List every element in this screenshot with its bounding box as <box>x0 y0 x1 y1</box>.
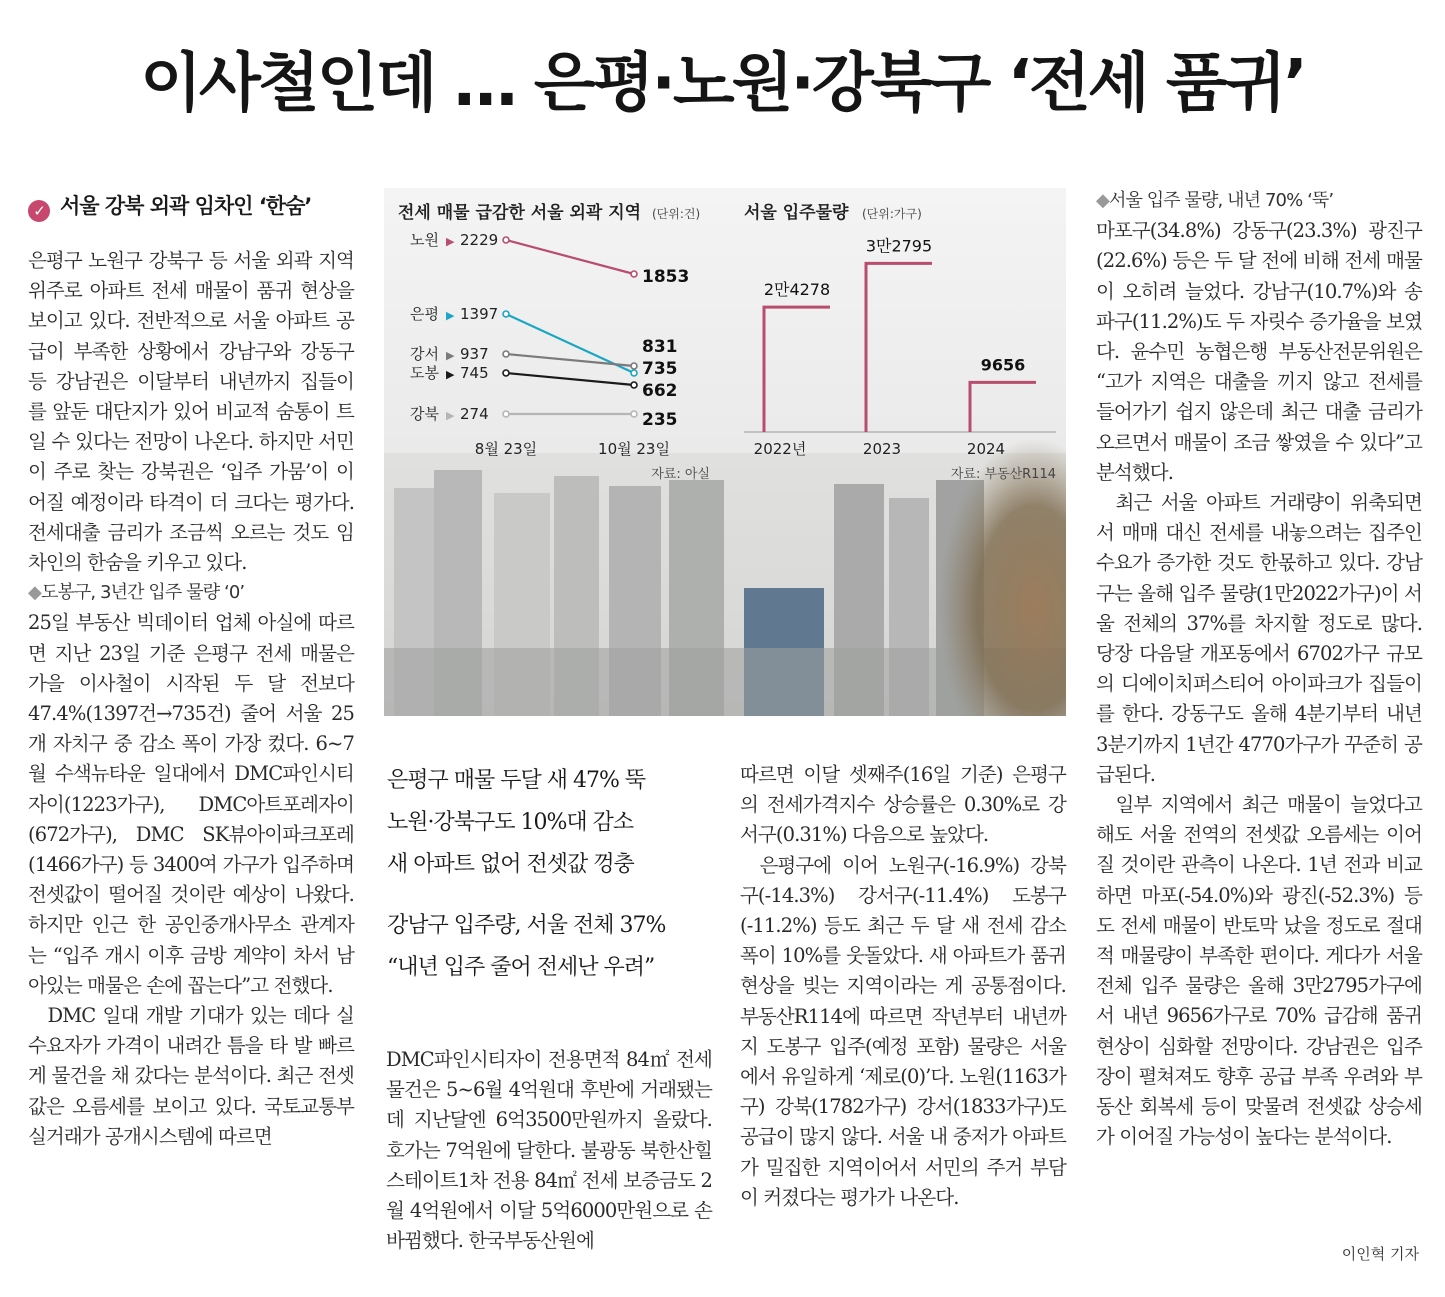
paragraph: 은평구 노원구 강북구 등 서울 외곽 지역 위주로 아파트 전세 매물이 품귀 현상을 보이고 있다. 전반적으로 서울 아파트 공급이 부족한 상황에서 강남구와 강동구 등 강남권은 이달부터 내년까지 집들이를 앞둔 대단지가 있어 비교적 숨통이 트일 수 있다는 전망이 나온다. 하지만 서민이 주로 찾는 강북권은 ‘입주 가뭄’이 이어질 예정이라 타격이 더 크다는 평가다. 전세대출 금리가 조금씩 오르는 것도 임차인의 한숨을 키우고 있다. <box>28 249 354 575</box>
series-arrow-icon: ▶ <box>446 235 455 248</box>
series-arrow-icon: ▶ <box>446 368 455 381</box>
end-value-label: 831 <box>642 337 678 357</box>
bar-chart <box>744 236 1056 458</box>
subheads-bottom <box>387 905 665 989</box>
subsection-heading-text: 서울 입주 물량, 내년 70% ‘뚝’ <box>1108 190 1334 211</box>
paragraph: DMC파인시티자이 전용면적 84㎡ 전세 물건은 5~6월 4억원대 후반에 거래됐는데 지난달엔 6억3500만원까지 올랐다. 호가는 7억원에 달한다. 불광동 북한산힐스테이트1차 전용 84㎡ 전세 보증금도 2월 4억원에서 이달 5억6000만원으로 손바뀜했다. 한국부동산원에 <box>386 1048 712 1253</box>
start-value-label: 937 <box>460 345 489 363</box>
start-value-label: 1397 <box>460 305 499 323</box>
byline: 이인혁 기자 <box>1341 1245 1419 1263</box>
subsection-heading: ◆도봉구, 3년간 입주 물량 ‘0’ <box>28 582 245 604</box>
data-point <box>503 351 509 357</box>
chart-figure <box>384 188 1066 716</box>
paragraph: 일부 지역에서 최근 매물이 늘었다고 해도 서울 전역의 전셋값 오름세는 이어질 것이란 관측이 나온다. 1년 전과 비교하면 마포(-54.0%)와 광진(-52.3%) 등도 전세 매물이 반토막 났을 정도로 절대적 매물량이 부족한 편이다. 게다가 서울 전체 입주 물량은 올해 3만2795가구에서 내년 9656가구로 70% 급감해 품귀 현상이 심화할 전망이다. 강남권은 입주장이 펼쳐져도 향후 공급 부족 우려와 부동산 회복세 등이 맞물려 전셋값 상승세가 이어질 가능성이 높다는 분석이다. <box>1096 793 1422 1149</box>
column-4 <box>1096 186 1422 1153</box>
end-value-label: 662 <box>642 381 678 401</box>
series-arrow-icon: ▶ <box>446 309 455 322</box>
line-chart <box>410 231 689 430</box>
x-tick-label: 2022년 <box>753 440 807 458</box>
x-tick-label: 2023 <box>862 440 902 458</box>
column-3 <box>740 760 1066 1213</box>
end-value-label: 235 <box>642 410 678 430</box>
chart-unit-left: (단위:건) <box>652 207 701 221</box>
bar <box>970 382 1036 432</box>
bar <box>866 263 932 432</box>
start-value-label: 2229 <box>460 231 499 249</box>
subhead-line: “내년 입주 줄어 전세난 우려” <box>387 955 655 980</box>
paragraph: 최근 서울 아파트 거래량이 위축되면서 매매 대신 전세를 내놓으려는 집주인 수요가 증가한 것도 한몫하고 있다. 강남구는 올해 입주 물량(1만2022가구)이 서울 전체의 37%를 차지할 정도로 많다. 당장 다음달 개포동에서 6702가구 규모의 디에이치퍼스티어 아이파크가 집들이를 한다. 강동구도 올해 4분기부터 내년 3분기까지 1년간 4770가구가 꾸준히 공급된다. <box>1096 491 1422 786</box>
subheads-top <box>387 760 645 886</box>
bar <box>764 307 830 432</box>
subhead-line: 노원·강북구도 10%대 감소 <box>387 810 634 835</box>
subhead-line: 강남구 입주량, 서울 전체 37% <box>387 913 666 938</box>
chart-title-left: 전세 매물 급감한 서울 외곽 지역 <box>398 203 642 223</box>
data-point <box>503 370 509 376</box>
data-point <box>631 363 637 369</box>
subsection-heading-text: 도봉구, 3년간 입주 물량 ‘0’ <box>40 582 245 604</box>
subsection-heading: ◆서울 입주 물량, 내년 70% ‘뚝’ <box>1096 190 1334 211</box>
series-name-label: 노원 <box>410 231 439 249</box>
series-name-label: 강서 <box>410 345 439 363</box>
data-point <box>503 237 509 243</box>
paragraph: 25일 부동산 빅데이터 업체 아실에 따르면 지난 23일 기준 은평구 전세 매물은 가을 이사철이 시작된 두 달 전보다 47.4%(1397건→735건) 줄어 서울 25개 자치구 중 감소 폭이 가장 컸다. 6~7월 수색뉴타운 일대에서 DMC파인시티자이(1223가구), DMC아트포레자이(672가구), DMC SK뷰아이파크포레(1466가구) 등 3400여 가구가 입주하며 전셋값이 떨어질 것이란 예상이 나왔다. 하지만 인근 한 공인중개사무소 관계자는 “입주 개시 이후 금방 계약이 차서 남아있는 매물은 손에 꼽는다”고 전했다. <box>28 611 354 997</box>
data-point <box>631 271 637 277</box>
data-point <box>631 411 637 417</box>
subhead-line: 새 아파트 없어 전셋값 껑충 <box>387 852 634 877</box>
chart-source-left: 자료: 아실 <box>651 467 710 482</box>
series-arrow-icon: ▶ <box>446 349 455 362</box>
headline: 이사철인데 … 은평·노원·강북구 ‘전세 품귀’ <box>140 47 1305 121</box>
start-value-label: 745 <box>460 364 489 382</box>
series-name-label: 도봉 <box>410 364 439 382</box>
subhead-line: 은평구 매물 두달 새 47% 뚝 <box>387 768 646 793</box>
chart-unit-right: (단위:가구) <box>862 207 922 221</box>
series-line <box>506 354 634 366</box>
series-line <box>506 373 634 385</box>
paragraph: 마포구(34.8%) 강동구(23.3%) 광진구(22.6%) 등은 두 달 전에 비해 전세 매물이 오히려 늘었다. 강남구(10.7%)와 송파구(11.2%)도 두 자릿수 증가율을 보였다. 윤수민 농협은행 부동산전문위원은 “고가 지역은 대출을 끼지 않고 전세를 들어가기 쉽지 않은데 최근 대출 금리가 오르면서 매물이 조금 쌓였을 수 있다”고 분석했다. <box>1096 219 1422 484</box>
end-value-label: 1853 <box>642 267 690 287</box>
end-value-label: 735 <box>642 359 678 379</box>
data-point <box>631 382 637 388</box>
series-name-label: 강북 <box>410 405 439 423</box>
x-tick-label: 8월 23일 <box>474 440 538 458</box>
charts <box>384 188 1066 498</box>
data-label: 3만2795 <box>865 236 933 256</box>
paragraph: 은평구에 이어 노원구(-16.9%) 강북구(-14.3%) 강서구(-11.4%) 도봉구(-11.2%) 등도 최근 두 달 새 전세 감소폭이 10%를 웃돌았다. 새 아파트가 품귀 현상을 빚는 지역이라는 게 공통점이다. 부동산R114에 따르면 작년부터 내년까지 도봉구 입주(예정 포함) 물량은 서울에서 유일하게 ‘제로(0)’다. 노원(1163가구) 강북(1782가구) 강서(1833가구)도 공급이 많지 않다. 서울 내 중저가 아파트가 밀집한 지역이어서 서민의 주거 부담이 커졌다는 평가가 나온다. <box>740 853 1066 1209</box>
series-name-label: 은평 <box>410 305 439 323</box>
data-label: 9656 <box>980 355 1026 375</box>
column-2 <box>386 1045 712 1256</box>
chart-source-right: 자료: 부동산R114 <box>950 467 1056 482</box>
data-point <box>503 311 509 317</box>
start-value-label: 274 <box>460 405 489 423</box>
data-label: 2만4278 <box>763 280 831 300</box>
kicker <box>28 190 311 222</box>
series-arrow-icon: ▶ <box>446 409 455 422</box>
paragraph: DMC 일대 개발 기대가 있는 데다 실수요자가 가격이 내려간 틈을 타 발 빠르게 물건을 채 갔다는 분석이다. 최근 전셋값은 오름세를 보이고 있다. 국토교통부 실거래가 공개시스템에 따르면 <box>28 1004 354 1148</box>
x-tick-label: 2024 <box>966 440 1006 458</box>
kicker-text: 서울 강북 외곽 임차인 ‘한숨’ <box>60 194 312 218</box>
check-circle-icon: ✓ <box>28 200 50 222</box>
data-point <box>631 370 637 376</box>
x-tick-label: 10월 23일 <box>598 440 670 458</box>
data-point <box>503 411 509 417</box>
paragraph: 따르면 이달 셋째주(16일 기준) 은평구의 전세가격지수 상승률은 0.30%로 강서구(0.31%) 다음으로 높았다. <box>740 763 1066 847</box>
series-line <box>506 240 634 274</box>
chart-title-right: 서울 입주물량 <box>744 203 849 223</box>
column-1 <box>28 246 354 1152</box>
